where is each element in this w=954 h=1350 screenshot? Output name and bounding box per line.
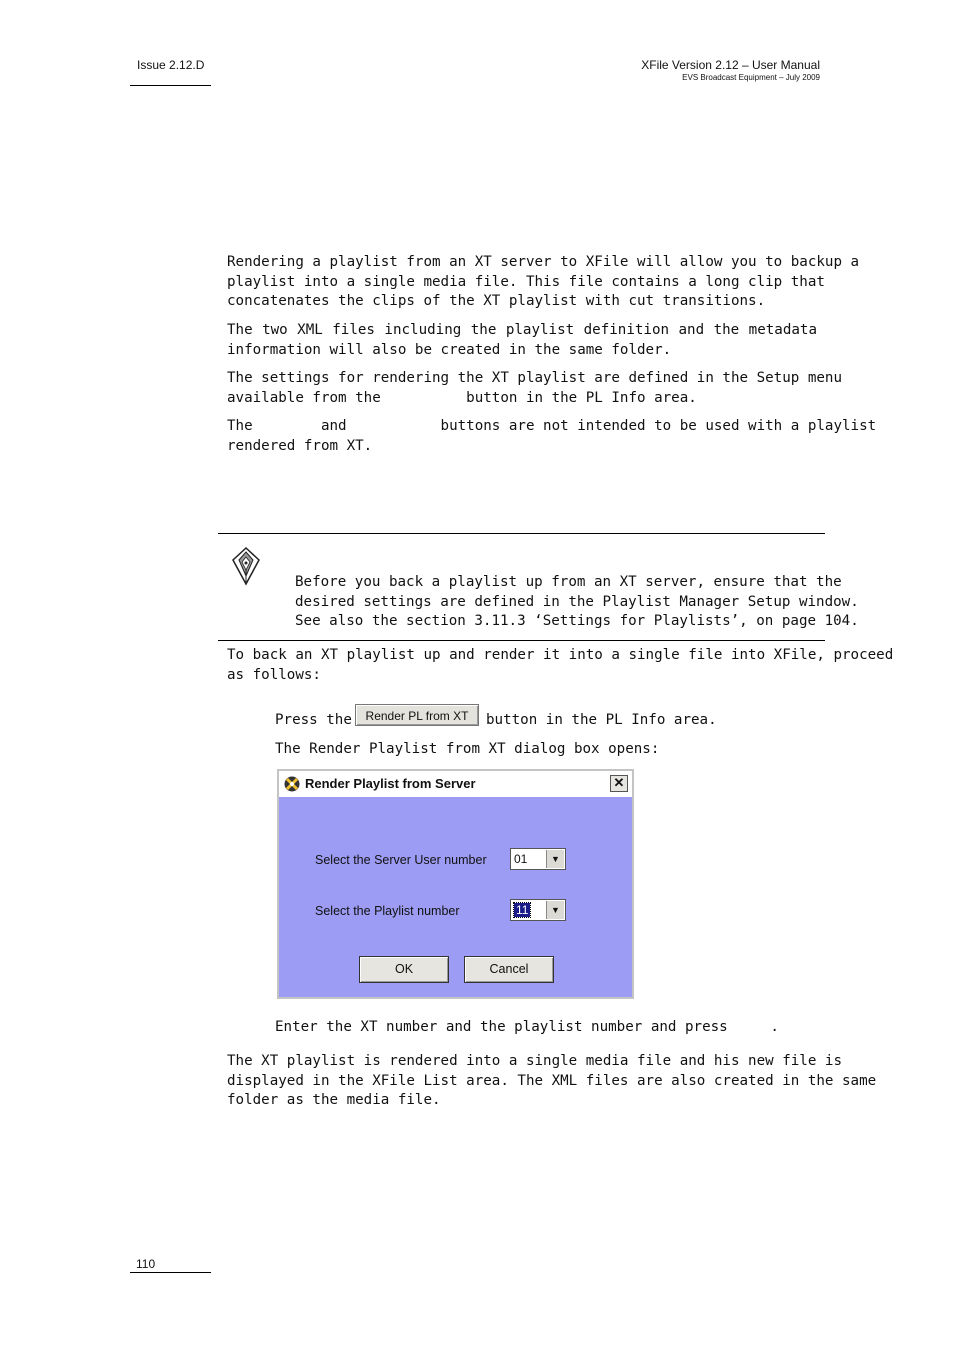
playlist-number-value: 11 bbox=[516, 903, 529, 917]
note-pen-icon bbox=[229, 546, 263, 586]
server-user-label: Select the Server User number bbox=[315, 853, 487, 867]
dialog-title-bar bbox=[279, 771, 632, 797]
note-top-rule bbox=[218, 533, 825, 534]
evs-logo-icon bbox=[284, 776, 300, 792]
server-user-select[interactable] bbox=[510, 848, 566, 870]
intro-paragraph-3 bbox=[227, 369, 842, 408]
text-line: rendered from XT. bbox=[227, 437, 373, 454]
text-line: See also the section 3.11.3 ‘Settings for Playlists’, on page 104. bbox=[295, 613, 859, 629]
text-line: available from the button in the PL Info area. bbox=[227, 389, 697, 406]
server-user-value: 01 bbox=[514, 852, 528, 866]
text-line: folder as the media file. bbox=[227, 1092, 441, 1108]
text-line: The XT playlist is rendered into a single media file and his new file is bbox=[227, 1053, 842, 1069]
ok-button[interactable]: OK bbox=[359, 956, 449, 983]
intro-paragraph-4 bbox=[227, 417, 877, 456]
step-1-result: The Render Playlist from XT dialog box opens: bbox=[275, 741, 660, 757]
render-playlist-dialog bbox=[277, 769, 634, 999]
text-line: To back an XT playlist up and render it into a single file into XFile, proceed bbox=[227, 647, 894, 663]
header-rule bbox=[130, 85, 211, 86]
text-line: The two XML files including the playlist definition and the metadata bbox=[227, 322, 817, 338]
procedure-intro bbox=[227, 646, 894, 685]
step-2: Enter the XT number and the playlist number and press . bbox=[275, 1019, 779, 1035]
note-text bbox=[295, 573, 859, 632]
text-line: desired settings are defined in the Playlist Manager Setup window. bbox=[295, 593, 859, 610]
intro-paragraph-2 bbox=[227, 321, 817, 360]
text-line: Before you back a playlist up from an XT server, ensure that the bbox=[295, 574, 842, 590]
text-line: The settings for rendering the XT playlist are defined in the Setup menu bbox=[227, 370, 842, 386]
procedure-outcome bbox=[227, 1052, 877, 1111]
render-pl-from-xt-button[interactable]: Render PL from XT bbox=[355, 704, 479, 726]
text-line: The and buttons are not intended to be used with a playlist bbox=[227, 418, 877, 434]
text-line: as follows: bbox=[227, 666, 321, 683]
page-number: 110 bbox=[136, 1257, 156, 1271]
manual-header bbox=[641, 58, 820, 82]
text-line: displayed in the XFile List area. The XML files are also created in the same bbox=[227, 1072, 877, 1089]
chevron-down-icon[interactable]: ▼ bbox=[546, 901, 564, 919]
dialog-title: Render Playlist from Server bbox=[305, 776, 476, 791]
step-1-prefix: Press the bbox=[275, 712, 352, 728]
issue-label: Issue 2.12.D bbox=[137, 58, 205, 72]
close-icon[interactable]: ✕ bbox=[610, 775, 628, 792]
note-bottom-rule bbox=[218, 640, 825, 641]
intro-paragraph-1 bbox=[227, 253, 860, 312]
text-line: information will also be created in the same folder. bbox=[227, 341, 672, 358]
text-line: Rendering a playlist from an XT server to XFile will allow you to backup a bbox=[227, 254, 860, 270]
cancel-button[interactable]: Cancel bbox=[464, 956, 554, 983]
manual-subtitle: EVS Broadcast Equipment – July 2009 bbox=[682, 73, 820, 82]
playlist-number-label: Select the Playlist number bbox=[315, 904, 460, 918]
chevron-down-icon[interactable]: ▼ bbox=[546, 850, 564, 868]
text-line: concatenates the clips of the XT playlist with cut transitions. bbox=[227, 293, 766, 309]
text-line: playlist into a single media file. This file contains a long clip that bbox=[227, 273, 825, 290]
footer-rule bbox=[130, 1272, 211, 1273]
manual-title: XFile Version 2.12 – User Manual bbox=[641, 58, 820, 72]
playlist-number-select[interactable] bbox=[510, 899, 566, 921]
step-1-suffix: button in the PL Info area. bbox=[486, 712, 717, 728]
